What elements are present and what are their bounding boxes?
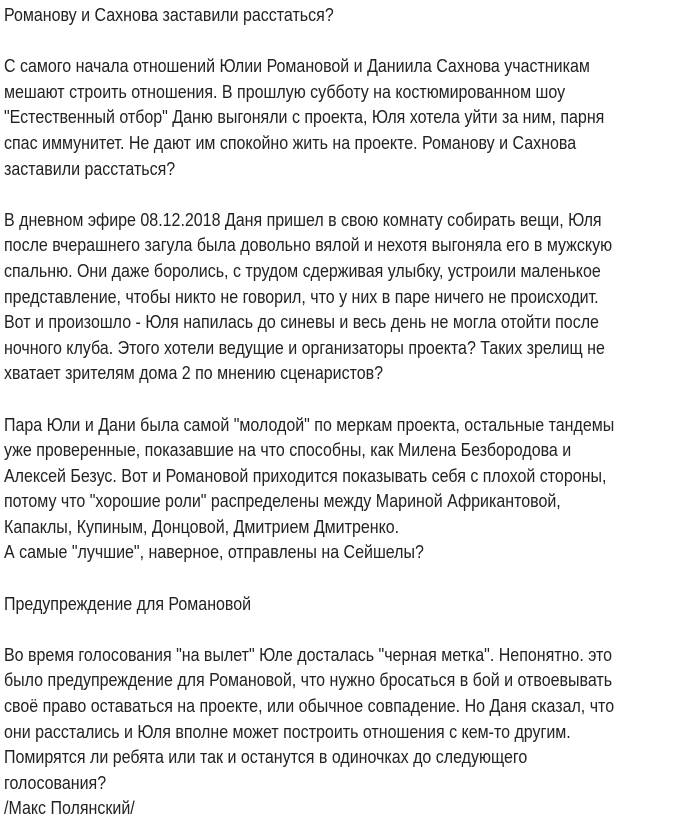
article [4,2,696,821]
paragraph-line: А самые "лучшие", наверное, отправлены на Сейшелы? [4,541,424,563]
paragraph-line: Пара Юли и Дани была самой "молодой" по меркам проекта, остальные тандемы [4,413,615,435]
paragraph-3 [4,412,696,566]
paragraph-line: Во время голосования "на вылет" Юле досталась "черная метка". Непонятно. это [4,643,613,665]
paragraph-4 [4,642,696,796]
paragraph-line: Помирятся ли ребята или так и останутся в одиночках до следующего [4,746,528,768]
spacer [4,386,696,412]
paragraph-line: С самого начала отношений Юлии Романовой и Даниила Сахнова участникам [4,55,590,77]
paragraph-line: "Естественный отбор" Даню выгоняли с проекта, Юля хотела уйти за ним, парня [4,106,605,128]
spacer [4,28,696,54]
author-signature: /Макс Полянский/ [4,797,135,819]
spacer [4,616,696,642]
section-subheading: Предупреждение для Романовой [4,592,252,614]
paragraph-line: ночного клуба. Этого хотели ведущие и организаторы проекта? Таких зрелищ не [4,336,605,358]
spacer [4,565,696,591]
paragraph-line: было предупреждение для Романовой, что нужно бросаться в бой и отвоевывать [4,669,613,691]
paragraph-line: Алексей Безус. Вот и Романовой приходится показывать себя с плохой стороны, [4,464,607,486]
paragraph-line: они расстались и Юля вполне может построить отношения с кем-то другим. [4,720,571,742]
paragraph-line: спальню. Они даже боролись, с трудом сдерживая улыбку, устроили маленькое [4,259,601,281]
paragraph-line: потому что "хорошие роли" распределены между Мариной Африкантовой, [4,490,561,512]
paragraph-line: уже проверенные, показавшие на что способны, как Милена Безбородова и [4,439,572,461]
paragraph-line: хватает зрителям дома 2 по мнению сценаристов? [4,362,384,384]
paragraph-line: своё право оставаться на проекте, или обычное совпадение. Но Даня сказал, что [4,695,615,717]
spacer [4,181,696,207]
article-title: Романову и Сахнова заставили расстаться? [4,4,334,25]
paragraph-1 [4,53,696,181]
paragraph-line: спас иммунитет. Не дают им спокойно жить на проекте. Романову и Сахнова [4,131,577,153]
paragraph-line: мешают строить отношения. В прошлую субботу на костюмированном шоу [4,80,566,102]
paragraph-line: Вот и произошло - Юля напилась до синевы и весь день не могла отойти после [4,311,599,333]
paragraph-line: Капаклы, Купиным, Донцовой, Дмитрием Дмитренко. [4,515,400,537]
paragraph-line: заставили расстаться? [4,157,176,179]
paragraph-line: после вчерашнего загула была довольно вялой и нехотя выгоняла его в мужскую [4,234,613,256]
paragraph-line: В дневном эфире 08.12.2018 Даня пришел в свою комнату собирать вещи, Юля [4,208,602,230]
paragraph-2 [4,207,696,386]
paragraph-line: голосования? [4,771,107,793]
paragraph-line: представление, чтобы никто не говорил, что у них в паре ничего не происходит. [4,285,599,307]
